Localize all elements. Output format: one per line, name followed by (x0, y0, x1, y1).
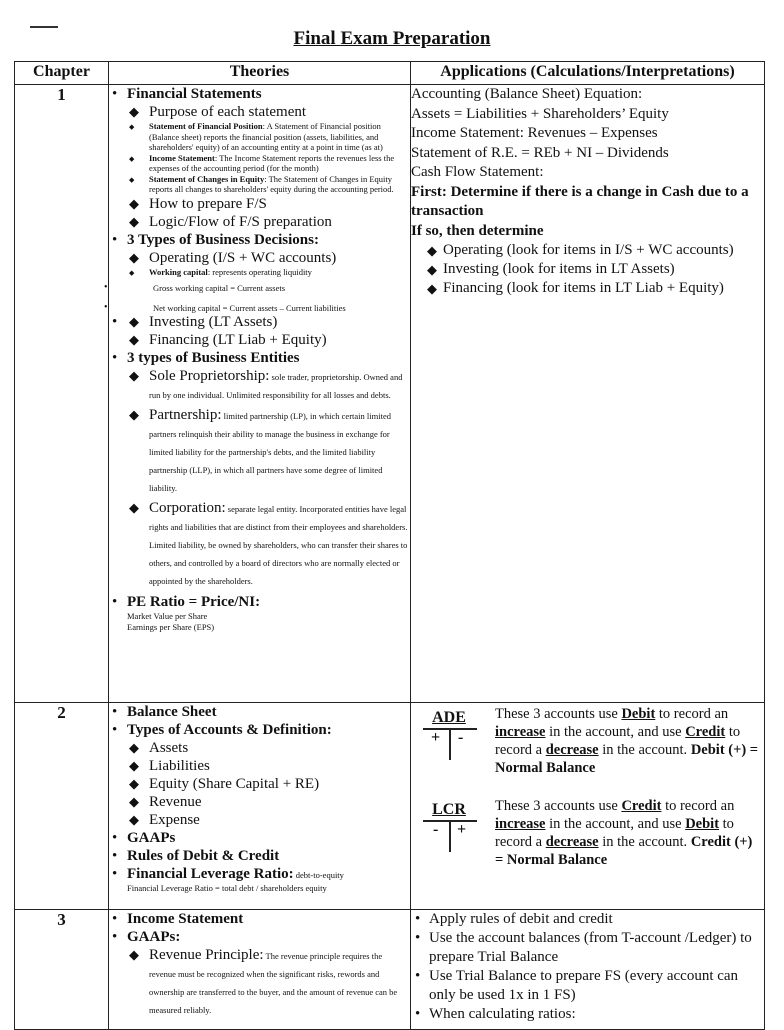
ade-label: ADE (432, 709, 466, 726)
chapter-number: 1 (15, 85, 109, 703)
header-chapter: Chapter (15, 62, 109, 85)
pe-heading: PE Ratio = Price/NI: (127, 594, 261, 610)
leverage-heading: Financial Leverage Ratio: (127, 866, 294, 882)
list-item (109, 85, 410, 231)
applications-cell (411, 910, 765, 1030)
pe-line-1: Market Value per Share (127, 611, 208, 621)
credit-side-sign: + (457, 821, 467, 838)
rules-label: Rules of Debit & Credit (127, 848, 280, 864)
term-label: Income Statement (149, 152, 215, 163)
term-text: : A Statement of Financial position (Balance sheet) reports the financial position (assets, liabilities, and shareholders' equity) of an accounting entity at a point in time (as at) (149, 121, 383, 152)
debit-side-sign: + (431, 729, 441, 746)
leverage-formula: Financial Leverage Ratio = total debt / shareholders equity (127, 883, 327, 893)
theories-cell (109, 910, 411, 1030)
list-item (127, 267, 410, 278)
decisions-heading: 3 Types of Business Decisions: (127, 231, 319, 248)
list-item (127, 367, 410, 403)
term-text: The revenue principle requires the revenue must be recognized when the significant risks, rewords and ownership are transferred to the buyer, and the amount of revenue can be measured reliably. (149, 951, 398, 1015)
list-item (109, 231, 410, 278)
list-item (109, 593, 410, 611)
app-line: If so, then determine (411, 222, 544, 239)
gaaps-label: GAAPs (127, 830, 176, 846)
applications-cell (411, 85, 765, 703)
list-item: • Use the account balances (from T-account /Ledger) to prepare Trial Balance (411, 929, 764, 967)
bullet-glyph: • (104, 282, 108, 293)
list-item: ◆ Purpose of each statement (127, 103, 410, 121)
list-item: ◆ Financing (look for items in LT Liab + Equity) (411, 279, 764, 298)
list-item (104, 282, 410, 294)
list-item: • Use Trial Balance to prepare FS (every account can only be used 1x in 1 FS) (411, 967, 764, 1005)
list-item (127, 946, 410, 1018)
lcr-t-account (411, 797, 764, 881)
list-item: ◆ Logic/Flow of F/S preparation (127, 213, 410, 231)
list-item: ◆ Operating (look for items in I/S + WC accounts) (411, 241, 764, 260)
list-item: ◆ Operating (I/S + WC accounts) (127, 249, 410, 267)
list-item: ◆ How to prepare F/S (127, 195, 410, 213)
term-text: sole trader, proprietorship. Owned and run by one individual. Unlimited responsibility for all losses and debts. (149, 372, 403, 400)
term-text: : represents operating liquidity (207, 266, 312, 277)
list-item (109, 910, 410, 928)
pe-line-2: Earnings per Share (EPS) (127, 621, 215, 632)
net-wc-text: Net working capital = Current assets – Current liabilities (153, 302, 346, 313)
entities-heading: 3 types of Business Entities (127, 350, 300, 366)
app-line: Assets = Liabilities + Shareholders’ Equity (411, 105, 669, 122)
list-item (127, 153, 410, 174)
app-line: First: Determine if there is a change in Cash due to a transaction (411, 183, 749, 219)
list-item (104, 301, 410, 314)
fs-heading: Financial Statements (127, 86, 262, 102)
app-line: Income Statement: Revenues – Expenses (411, 125, 658, 141)
list-item (109, 847, 410, 865)
leverage-note: debt-to-equity (293, 870, 344, 880)
list-item (127, 406, 410, 496)
list-item: ◆ Investing (look for items in LT Assets) (411, 260, 764, 279)
applications-cell (411, 703, 765, 910)
theories-cell (109, 703, 411, 910)
list-item (109, 313, 410, 349)
lcr-label: LCR (432, 801, 466, 818)
term-label: Revenue Principle: (149, 947, 264, 963)
bullet-glyph: • (104, 301, 108, 313)
list-item (109, 703, 410, 721)
exam-prep-table (14, 61, 765, 1030)
chapter-number: 3 (15, 910, 109, 1030)
debit-side-sign: - (433, 821, 439, 838)
list-item: ◆ Revenue (127, 793, 410, 811)
lcr-description: These 3 accounts use Credit to record an increase in the account, and use Debit to record a decrease in the account. Credit (+) = Normal Balance (495, 798, 753, 868)
term-label: Working capital (149, 266, 208, 277)
list-item: ◆ Financing (LT Liab + Equity) (127, 331, 410, 349)
page-title: Final Exam Preparation (293, 28, 491, 49)
credit-side-sign: - (458, 729, 464, 746)
header-applications: Applications (Calculations/Interpretations) (411, 62, 765, 85)
list-item (109, 865, 410, 883)
app-line: Accounting (Balance Sheet) Equation: (411, 86, 643, 102)
list-item: • When calculating ratios: (411, 1005, 764, 1024)
list-item: ◆ Assets (127, 739, 410, 757)
gaaps-label: GAAPs: (127, 929, 181, 945)
list-item (109, 721, 410, 829)
ade-t-account (411, 705, 764, 789)
term-text: limited partnership (LP), in which certain limited partners relinquish their ability to manage the business in exchange for limited liability for the partnership's debts, and the limited liability partnership (LLP), in which all partners have some degree of limited liability. (149, 411, 391, 493)
list-item (109, 349, 410, 589)
gross-wc-text: Gross working capital = Current assets (153, 283, 286, 293)
list-item (127, 499, 410, 589)
term-text: separate legal entity. Incorporated entities have legal rights and liabilities that are distinct from their employees and shareholders. Limited liability, be owned by shareholders, who can transfer their shares to others, and controlled by a board of directors who are normally elected or appointed by the shareholders. (149, 504, 408, 586)
t-account-divider (449, 728, 451, 760)
term-text: : The Income Statement reports the revenues less the expenses of the accounting period (for the month) (149, 152, 395, 173)
t-account-divider (449, 820, 451, 852)
app-line: Statement of R.E. = REb + NI – Dividends (411, 144, 669, 161)
term-label: Partnership: (149, 407, 222, 423)
list-item: • Apply rules of debit and credit (411, 910, 764, 929)
header-theories: Theories (109, 62, 411, 85)
list-item (127, 121, 410, 153)
theories-cell (104, 85, 411, 703)
term-label: Sole Proprietorship: (149, 368, 270, 384)
list-item: ◆ • Investing (LT Assets) (127, 313, 410, 331)
list-item (109, 928, 410, 1018)
term-label: Corporation: (149, 500, 226, 516)
balance-sheet-label: Balance Sheet (127, 704, 217, 720)
term-text: : The Statement of Changes in Equity reports all changes to shareholders' equity during the accounting period. (149, 173, 394, 194)
header-row (15, 62, 765, 85)
app-line: Cash Flow Statement: (411, 164, 544, 180)
chapter-1-row (15, 85, 765, 703)
ade-description: These 3 accounts use Debit to record an increase in the account, and use Credit to record a decrease in the account. Debit (+) = Normal Balance (495, 706, 759, 776)
chapter-number: 2 (15, 703, 109, 910)
list-item (109, 829, 410, 847)
chapter-2-row (15, 703, 765, 910)
list-item: ◆ Expense (127, 811, 410, 829)
types-heading: Types of Accounts & Definition: (127, 722, 332, 738)
term-label: Statement of Financial Position (149, 121, 263, 131)
term-label: Statement of Changes in Equity (149, 173, 265, 184)
list-item (127, 174, 410, 195)
income-statement-label: Income Statement (127, 911, 244, 927)
list-item: ◆ Equity (Share Capital + RE) (127, 775, 410, 793)
list-item: ◆ Liabilities (127, 757, 410, 775)
chapter-3-row (15, 910, 765, 1030)
